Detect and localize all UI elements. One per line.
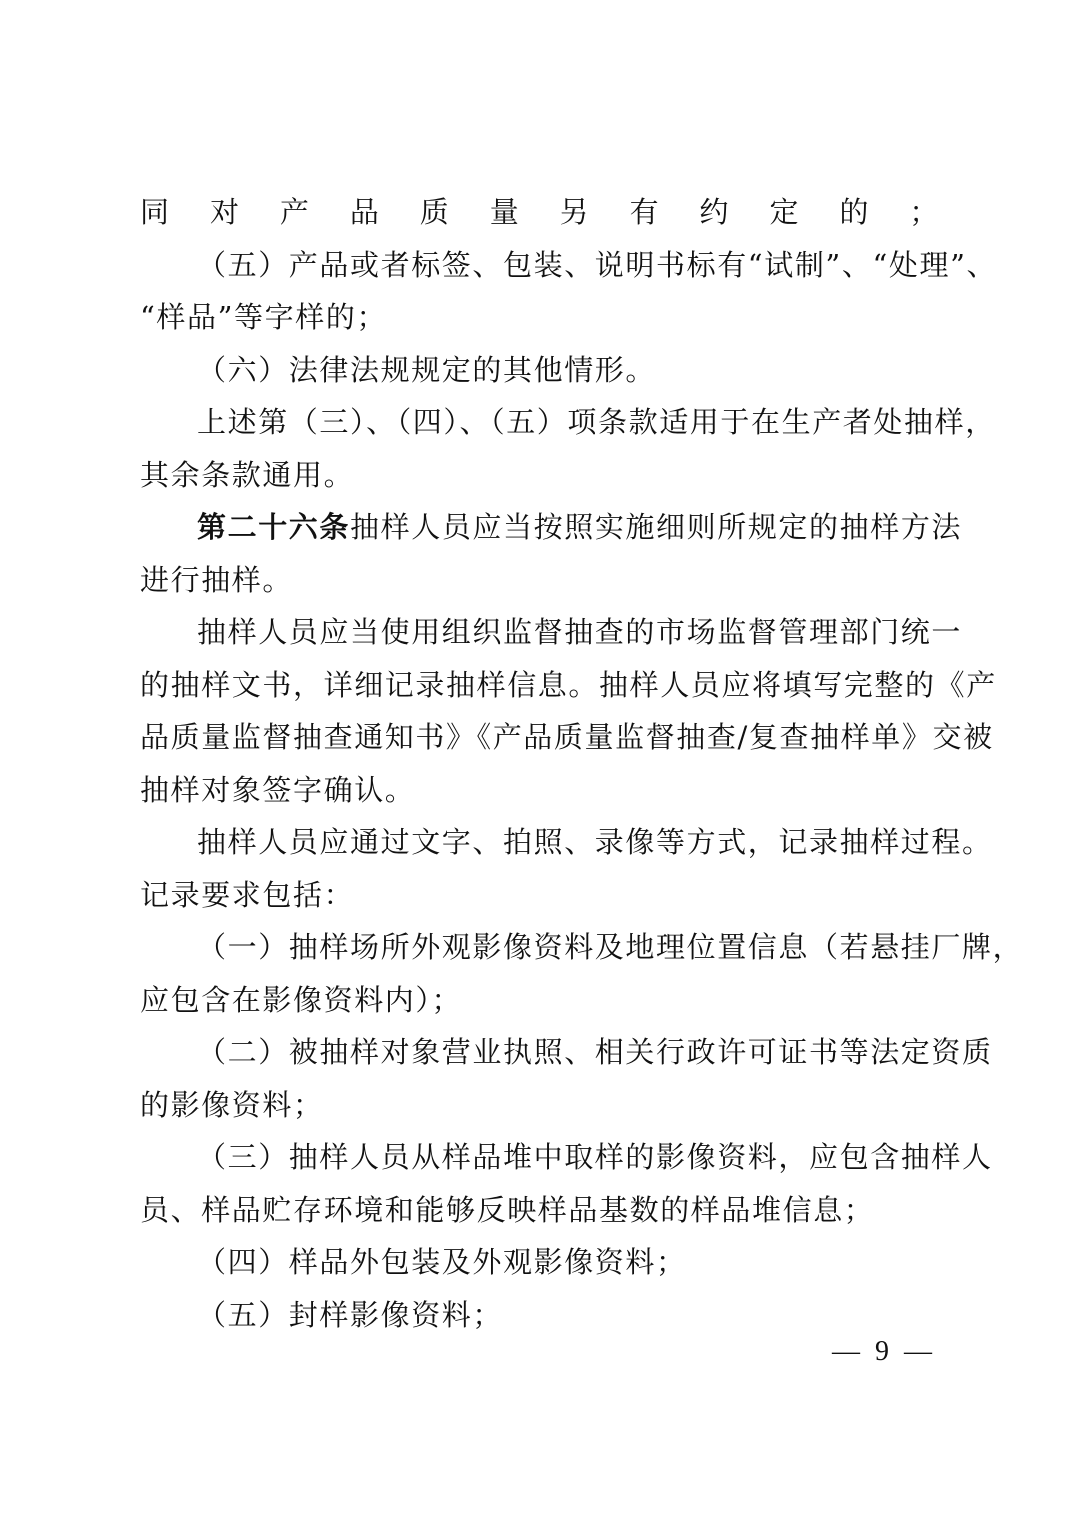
text-line-10: 的抽样文书，详细记录抽样信息。抽样人员应将填写完整的《产 — [140, 667, 997, 702]
text-line-6: 其余条款通用。 — [140, 457, 355, 492]
text-line-20: 员、样品贮存环境和能够反映样品基数的样品堆信息； — [140, 1192, 875, 1227]
article-26-heading-line — [140, 501, 963, 554]
text-line-8: 进行抽样。 — [140, 562, 294, 597]
text-line-5: 上述第（三）、（四）、（五）项条款适用于在生产者处抽样， — [197, 405, 996, 439]
text-line-12: 抽样对象签字确认。 — [140, 772, 416, 807]
text-line-15: （一）抽样场所外观影像资料及地理位置信息（若悬挂厂牌， — [197, 930, 1024, 964]
article-number: 第二十六条 — [197, 510, 351, 544]
text-line-16: 应包含在影像资料内）； — [140, 982, 463, 1017]
text-line-13: 抽样人员应通过文字、拍照、录像等方式，记录抽样过程。 — [197, 825, 993, 859]
text-line-3: “样品”等字样的； — [140, 300, 388, 334]
text-line-9: 抽样人员应当使用组织监督抽查的市场监督管理部门统一 — [197, 615, 963, 649]
text-line-19: （三）抽样人员从样品堆中取样的影像资料，应包含抽样人 — [197, 1140, 993, 1174]
text-line-17: （二）被抽样对象营业执照、相关行政许可证书等法定资质 — [197, 1035, 993, 1069]
text-line-14: 记录要求包括： — [140, 877, 355, 912]
article-26-text: 抽样人员应当按照实施细则所规定的抽样方法 — [350, 510, 963, 544]
document-body — [140, 186, 1024, 1341]
text-line-22: （五）封样影像资料； — [197, 1297, 504, 1332]
text-line-11: 品质量监督抽查通知书》《产品质量监督抽查/复查抽样单》交被 — [140, 720, 994, 754]
page-number: — 9 — — [832, 1336, 936, 1367]
text-line-18: 的影像资料； — [140, 1087, 324, 1122]
text-line-4: （六）法律法规规定的其他情形。 — [197, 352, 657, 387]
text-line-2: （五）产品或者标签、包装、说明书标有“试制”、“处理”、 — [197, 247, 998, 282]
text-line-1: 同对产品质量另有约定的； — [140, 195, 940, 229]
text-line-21: （四）样品外包装及外观影像资料； — [197, 1245, 687, 1279]
